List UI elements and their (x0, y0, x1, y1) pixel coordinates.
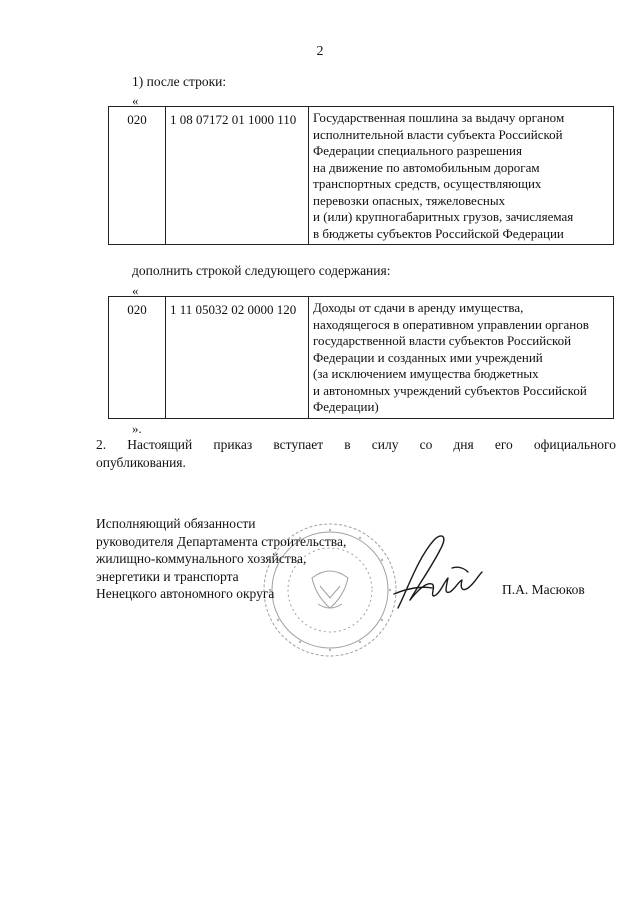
signatory-line: жилищно-коммунального хозяйства, (96, 551, 307, 566)
signatory-block (96, 515, 346, 603)
desc-line: государственной власти субъектов Российской (313, 333, 572, 348)
desc-line: перевозки опасных, тяжеловесных (313, 192, 506, 208)
desc-line: Федерации и созданных ими учреждений (313, 349, 543, 365)
row-description (309, 297, 614, 419)
desc-line: (за исключением имущества бюджетных (313, 366, 539, 381)
row-description (309, 107, 614, 245)
signatory-line: энергетики и транспорта (96, 568, 239, 584)
desc-line: и автономных учреждений субъектов Российской (313, 382, 587, 398)
table-new-row (108, 296, 614, 419)
close-quote: ». (132, 421, 142, 436)
table-row (109, 297, 614, 419)
desc-line: на движение по автомобильным дорогам (313, 159, 540, 175)
intro-text: 1) после строки: (132, 74, 227, 89)
desc-line: в бюджеты субъектов Российской Федерации (313, 225, 564, 241)
open-quote-2: « (132, 283, 139, 298)
budget-code: 1 11 05032 02 0000 120 (166, 297, 309, 419)
budget-code: 1 08 07172 01 1000 110 (166, 107, 309, 245)
desc-line: транспортных средств, осуществляющих (313, 176, 542, 191)
desc-line: Доходы от сдачи в аренду имущества, (313, 300, 524, 315)
page-number: 2 (316, 44, 324, 59)
clause-2-line-1: 2. Настоящий приказ вступает в силу со дня его официального (96, 437, 616, 452)
table-row (109, 107, 614, 245)
handwritten-signature-icon (388, 528, 488, 620)
signatory-line: Ненецкого автономного округа (96, 586, 275, 601)
add-row-text: дополнить строкой следующего содержания: (132, 263, 391, 278)
desc-line: Федерации специального разрешения (313, 143, 522, 158)
table-original-row (108, 106, 614, 245)
row-number: 020 (109, 297, 166, 419)
open-quote-1: « (132, 93, 139, 108)
desc-line: Федерации) (313, 399, 379, 414)
desc-line: и (или) крупногабаритных грузов, зачисляемая (313, 209, 574, 224)
signatory-name: П.А. Масюков (502, 582, 585, 597)
signatory-line: Исполняющий обязанности (96, 516, 256, 531)
desc-line: исполнительной власти субъекта Российской (313, 126, 563, 142)
row-number: 020 (109, 107, 166, 245)
desc-line: Государственная пошлина за выдачу органом (313, 110, 565, 125)
clause-2-line-2: опубликования. (96, 455, 186, 470)
desc-line: находящегося в оперативном управлении органов (313, 316, 589, 332)
signatory-line: руководителя Департамента строительства, (96, 533, 347, 549)
